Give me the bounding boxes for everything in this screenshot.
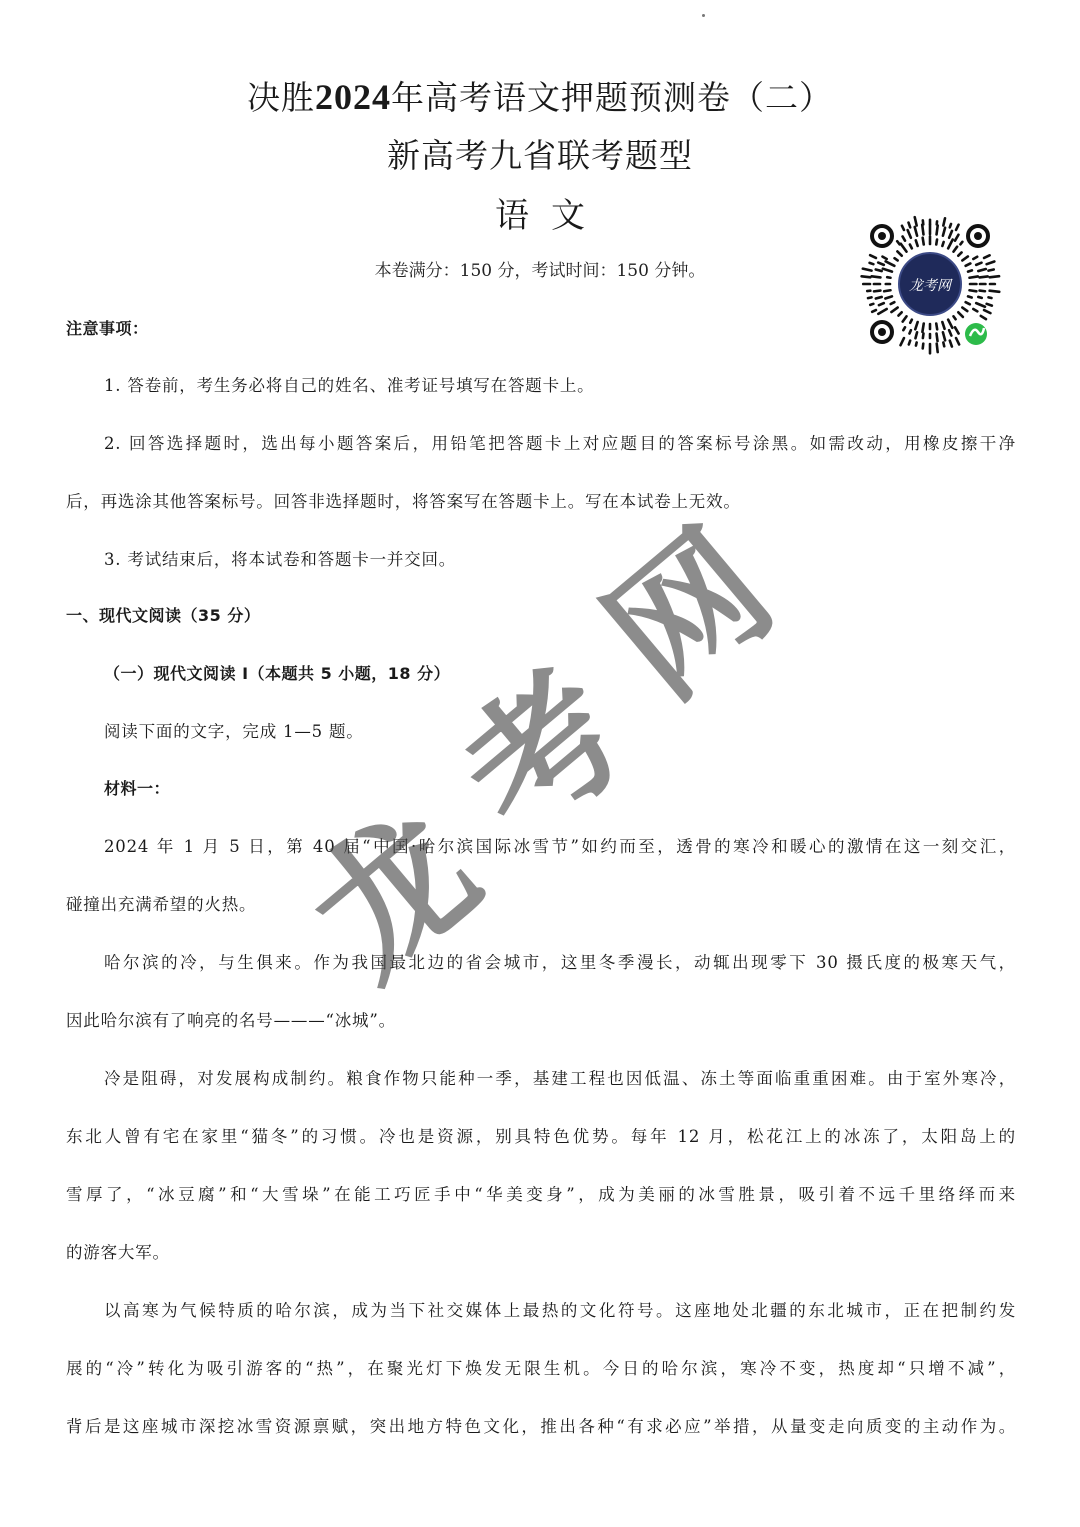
qr-bar: [895, 258, 898, 260]
exam-meta: 本卷满分：150 分，考试时间：150 分钟。: [374, 261, 706, 281]
notice-item: 2. 回答选择题时，选出每小题答案后，用铅笔把答题卡上对应题目的答案标号涂黑。如需改动，用橡皮擦干净: [104, 434, 1016, 453]
qr-bar: [862, 276, 871, 277]
qr-bar: [984, 255, 990, 258]
qr-bar: [987, 261, 995, 264]
qr-bar: [882, 257, 886, 259]
title-prefix: 决胜: [247, 78, 315, 117]
qr-bar: [987, 304, 992, 306]
qr-bar: [910, 245, 912, 249]
qr-bar: [978, 297, 981, 298]
qr-bar: [962, 308, 967, 312]
title-suffix: 年高考语文押题预测卷（二）: [391, 78, 833, 117]
qr-bar: [878, 309, 886, 314]
subsection-heading: （一）现代文阅读 I（本题共 5 小题，18 分）: [104, 664, 451, 683]
qr-bar: [937, 344, 938, 352]
qr-bar: [868, 297, 871, 298]
qr-bar: [950, 224, 951, 227]
material-label: 材料一：: [104, 779, 171, 798]
qr-bar: [884, 290, 890, 291]
qr-bar: [870, 263, 874, 264]
qr-bar: [943, 218, 945, 225]
qr-bar: [968, 270, 972, 271]
qr-bar: [863, 269, 872, 271]
paragraph-line: 东北人曾有宅在家里“猫冬”的习惯。冷也是资源，别具特色优势。每年 12 月，松花江上的冰冻了，太阳岛上的: [66, 1127, 1016, 1146]
qr-bar: [976, 263, 981, 265]
qr-bar: [980, 276, 988, 277]
qr-bar: [970, 290, 977, 291]
title-year: 2024: [315, 77, 391, 117]
qr-bar: [948, 240, 952, 249]
paragraph-line: 雪厚了，“冰豆腐”和“大雪垛”在能工巧匠手中“华美变身”，成为美丽的冰雪胜景，吸引着不远千里络绎而来: [66, 1185, 1016, 1204]
notice-heading: 注意事项：: [66, 319, 149, 338]
qr-bar: [942, 242, 943, 246]
qr-bar: [872, 276, 881, 277]
qr-bar: [872, 310, 876, 312]
qr-bar: [966, 263, 971, 265]
qr-bar: [915, 217, 917, 225]
qr-bar: [968, 296, 972, 297]
qr-bar: [878, 263, 884, 265]
notice-item: 1. 答卷前，考生务必将自己的姓名、准考证号填写在答题卡上。: [104, 376, 595, 395]
qr-bar: [916, 342, 917, 345]
qr-bar: [901, 338, 904, 345]
watermark-char: 考: [431, 640, 659, 870]
qr-bar: [876, 297, 882, 299]
exam-title: [0, 72, 1080, 119]
notice-item: 3. 考试结束后，将本试卷和答题卡一并交回。: [104, 550, 457, 569]
qr-bar: [937, 225, 938, 234]
qr-bar: [909, 223, 911, 228]
qr-bar: [949, 231, 952, 238]
qr-bar: [958, 252, 961, 255]
qr-bar: [966, 302, 970, 304]
qr-bar: [902, 226, 904, 230]
paragraph-line: 背后是这座城市深挖冰雪资源禀赋，突出地方特色文化，推出各种“有求必应”举措，从量变走向质变的主动作为。: [66, 1417, 1016, 1436]
paragraph-line: 哈尔滨的冷，与生俱来。作为我国最北边的省会城市，这里冬季漫长，动辄出现零下 30 摄氏度的极寒天气，: [104, 953, 1016, 972]
paragraph-line: 冷是阻碍，对发展构成制约。粮食作物只能种一季，基建工程也因低温、冻土等面临重重困难。由于室外寒冷，: [104, 1069, 1016, 1088]
qr-bar: [870, 255, 876, 258]
qr-bar: [988, 269, 993, 270]
qr-bar: [988, 297, 991, 298]
qr-bar: [956, 338, 959, 344]
qr-bar: [984, 310, 990, 313]
watermark-char: 网: [576, 500, 804, 730]
qr-bar: [885, 296, 892, 298]
qr-bar: [903, 236, 905, 240]
qr-bar: [901, 244, 907, 252]
qr-bar: [954, 247, 958, 252]
qr-bar: [891, 302, 895, 304]
qr-bar: [897, 251, 901, 255]
scan-speck: [702, 14, 705, 17]
exam-subject: 语文: [495, 196, 607, 236]
qr-bar: [887, 277, 890, 278]
qr-bar: [909, 341, 910, 345]
qr-bar: [891, 308, 897, 313]
paragraph-line: 2024 年 1 月 5 日，第 40 届“中国·哈尔滨国际冰雪节”如约而至，透骨的寒冷和暖心的激情在这一刻交汇，: [104, 837, 1016, 856]
qr-bar: [973, 309, 977, 311]
qr-bar: [897, 241, 899, 244]
qr-bar: [960, 242, 962, 245]
section-heading: 一、现代文阅读（35 分）: [66, 606, 261, 625]
qr-bar: [936, 240, 937, 245]
qr-bar: [916, 240, 918, 246]
paragraph-line: 以高寒为气候特质的哈尔滨，成为当下社交媒体上最热的文化符号。这座地处北疆的东北城市，正在把制约发: [104, 1301, 1016, 1320]
instruction-text: 阅读下面的文字，完成 1—5 题。: [104, 722, 364, 741]
qr-bar: [976, 303, 985, 307]
qr-bar: [879, 303, 884, 305]
qr-bar: [870, 304, 873, 305]
qr-bar: [886, 261, 895, 265]
qr-bar: [922, 225, 923, 235]
qr-bar: [923, 344, 924, 349]
qr-bar: [962, 256, 968, 260]
qr-bar: [874, 291, 880, 292]
qr-bar: [950, 341, 952, 347]
qr-bar: [978, 269, 986, 271]
qr-bar: [990, 276, 999, 277]
qr-center-text: 龙考网: [909, 278, 951, 294]
qr-bar: [883, 269, 892, 272]
notice-item: 后，再选涂其他答案标号。回答非选择题时，将答案写在答题卡上。写在本试卷上无效。: [66, 492, 741, 511]
qr-bar: [973, 257, 977, 259]
qr-bar: [943, 228, 945, 236]
watermark-char: 龙: [281, 780, 509, 1010]
paragraph-line: 因此哈尔滨有了响亮的名号———“冰城”。: [66, 1011, 396, 1030]
qr-bar: [955, 235, 958, 241]
paragraph-line: 展的“冷”转化为吸引游客的“热”，在聚光灯下焕发无限生机。今日的哈尔滨，寒冷不变，热度却“只增不减”，: [66, 1359, 1016, 1378]
qr-bar: [876, 269, 882, 271]
exam-subtitle: 新高考九省联考题型: [387, 136, 693, 175]
qr-bar: [908, 230, 911, 238]
qr-bar: [990, 291, 1000, 292]
qr-bar: [970, 276, 978, 277]
paragraph-line: 的游客大军。: [66, 1243, 170, 1262]
qr-bar: [923, 238, 924, 245]
qr-bar: [980, 291, 985, 292]
qr-bar: [956, 225, 959, 230]
qr-bar: [915, 227, 917, 236]
qr-bar: [943, 342, 944, 346]
paragraph-line: 碰撞出充满希望的火热。: [66, 895, 257, 914]
